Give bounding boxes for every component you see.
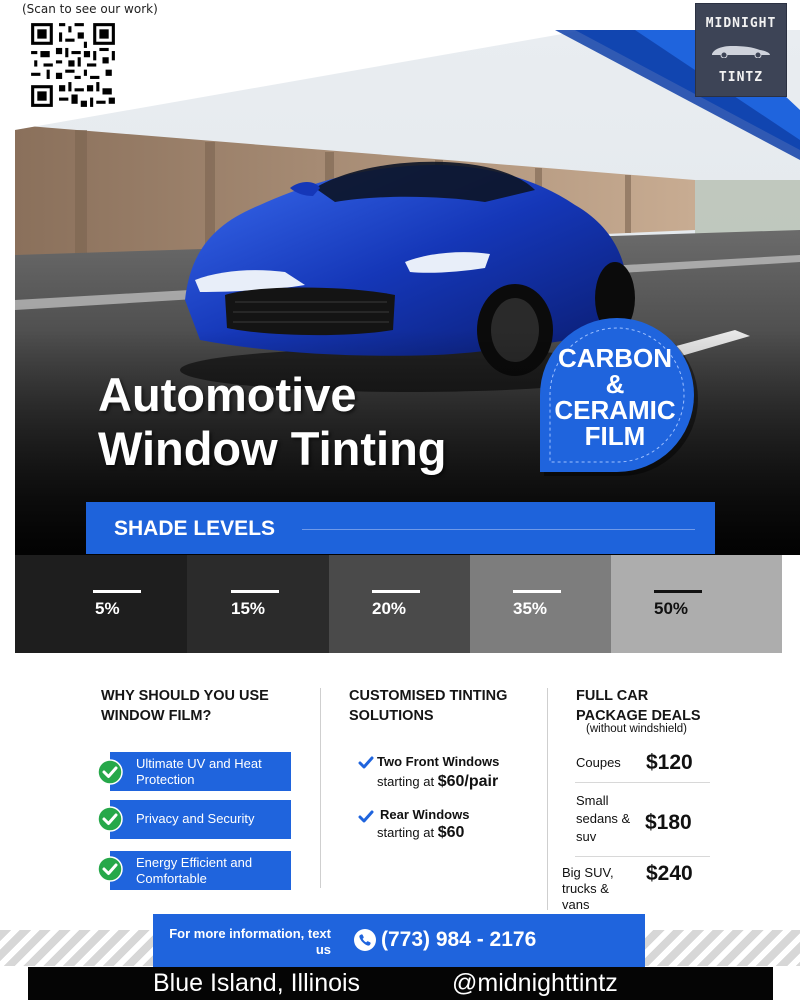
swatch-dash	[513, 590, 561, 593]
why-heading-line1: WHY SHOULD YOU USE	[101, 688, 269, 704]
custom-heading-line2: SOLUTIONS	[349, 708, 434, 724]
badge-line: CARBON	[557, 343, 673, 373]
swatch-label: 50%	[654, 599, 689, 618]
custom-heading	[349, 686, 507, 726]
package-price: $240	[646, 862, 693, 885]
packages-heading-line1: FULL CAR	[576, 688, 649, 704]
package-price: $180	[645, 811, 692, 834]
packages-heading-line2: PACKAGE DEALS	[576, 708, 701, 724]
swatch-dash	[93, 590, 141, 593]
tint-option-rear	[377, 807, 469, 842]
benefit-label: Privacy and Security	[136, 811, 255, 826]
qr-caption: (Scan to see our work)	[22, 2, 158, 16]
social-handle[interactable]: @midnighttintz	[452, 969, 618, 997]
footer-bar	[28, 967, 773, 1000]
swatch-label: 15%	[231, 599, 266, 618]
packages-note: (without windshield)	[586, 723, 687, 735]
check-circle-icon	[97, 759, 123, 785]
tint-option-front	[377, 754, 499, 791]
tint-option-prefix: starting at	[377, 825, 435, 840]
check-circle-icon	[97, 856, 123, 882]
tint-option-prefix: starting at	[377, 774, 435, 789]
tint-option-name: Two Front Windows	[377, 754, 500, 769]
phone-icon	[353, 928, 377, 952]
swatch-label: 35%	[513, 599, 548, 618]
check-circle-icon	[97, 806, 123, 832]
shade-levels-header	[86, 502, 715, 554]
shade-swatch-20[interactable]	[329, 555, 470, 653]
package-label: Coupes	[576, 755, 621, 770]
package-label: Small sedans & suv	[576, 793, 631, 844]
tint-option-price: $60	[437, 824, 465, 841]
packages-heading	[576, 686, 701, 726]
logo-line2: TINTZ	[718, 70, 764, 85]
badge-line: FILM	[584, 421, 646, 451]
package-label: Big SUV, trucks & vans	[562, 865, 614, 912]
logo-car-icon	[708, 42, 774, 58]
film-type-label	[540, 345, 690, 449]
why-heading	[101, 686, 269, 726]
contact-info-text: For more information, text us	[169, 926, 331, 957]
swatch-dash	[654, 590, 702, 593]
checkmark-icon	[358, 810, 374, 824]
benefit-item-privacy	[110, 800, 291, 839]
checkmark-icon	[358, 756, 374, 770]
contact-box[interactable]	[153, 914, 645, 967]
brand-logo	[696, 4, 786, 96]
phone-number[interactable]: (773) 984 - 2176	[381, 928, 537, 951]
badge-line: CERAMIC	[554, 395, 676, 425]
title-line1: Automotive	[98, 368, 357, 421]
shade-swatch-15[interactable]	[187, 555, 329, 653]
swatch-label: 5%	[95, 599, 120, 618]
shade-swatch-50[interactable]	[611, 555, 782, 653]
location-text: Blue Island, Illinois	[153, 969, 361, 997]
divider	[575, 856, 710, 857]
custom-heading-line1: CUSTOMISED TINTING	[349, 688, 508, 704]
title-line2: Window Tinting	[98, 422, 447, 475]
column-divider	[547, 688, 548, 910]
shade-swatch-35[interactable]	[470, 555, 611, 653]
shade-levels-title: SHADE LEVELS	[114, 517, 276, 540]
benefit-label: Energy Efficient and Comfortable	[136, 855, 253, 886]
swatch-dash	[231, 590, 279, 593]
benefit-item-uv	[110, 752, 291, 791]
why-heading-line2: WINDOW FILM?	[101, 708, 212, 724]
divider	[302, 529, 695, 530]
divider	[575, 782, 710, 783]
logo-line1: MIDNIGHT	[705, 16, 777, 31]
package-price: $120	[646, 751, 693, 774]
badge-line: &	[605, 369, 625, 399]
benefit-item-energy	[110, 851, 291, 890]
swatch-label: 20%	[372, 599, 407, 618]
page-title	[98, 368, 447, 476]
tint-option-price: $60/pair	[437, 773, 499, 790]
tint-option-name: Rear Windows	[380, 807, 470, 822]
swatch-dash	[372, 590, 420, 593]
shade-swatch-5[interactable]	[15, 555, 187, 653]
column-divider	[320, 688, 321, 888]
benefit-label: Ultimate UV and Heat Protection	[136, 756, 262, 787]
